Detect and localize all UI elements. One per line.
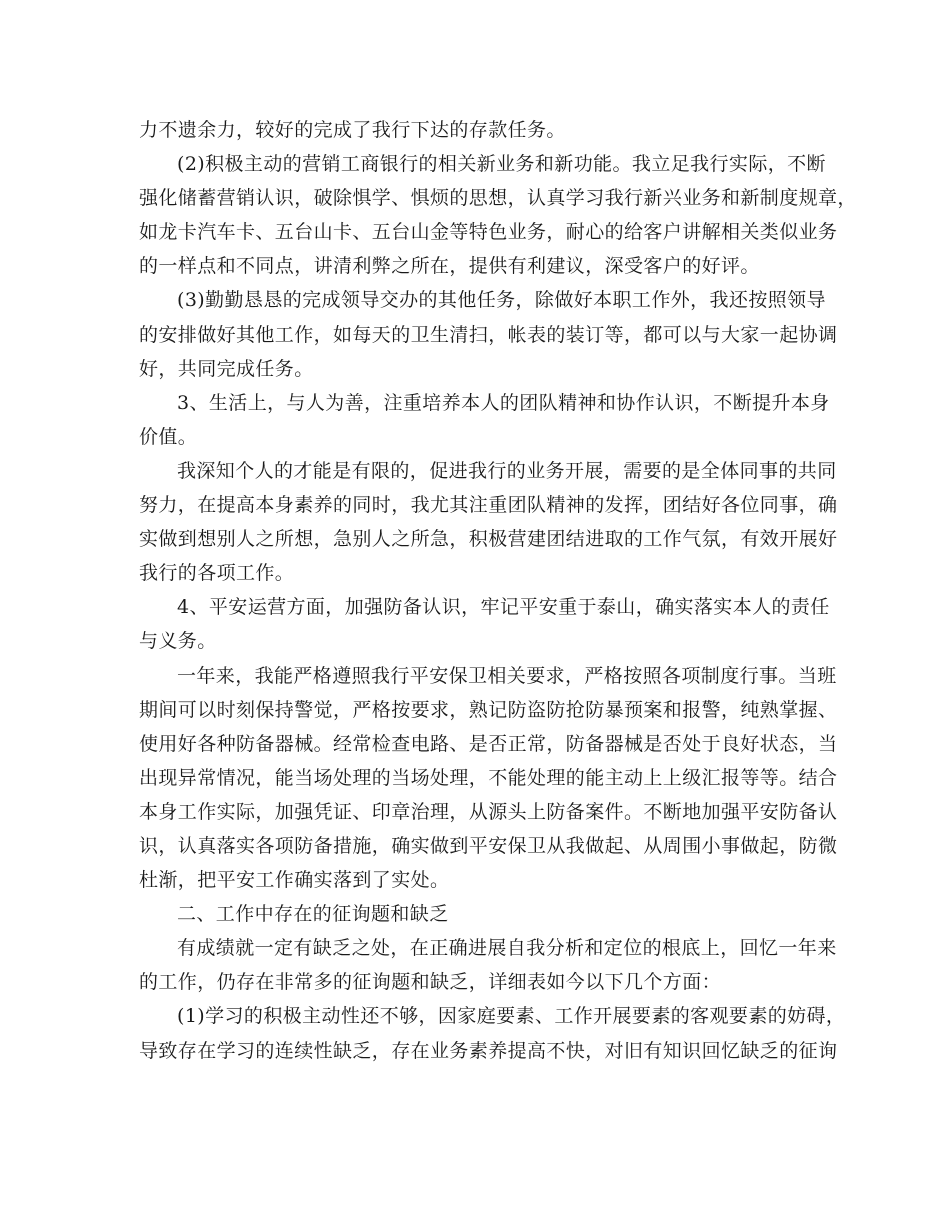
text-line: (3)勤勤恳恳的完成领导交办的其他任务，除做好本职工作外，我还按照领导 <box>177 289 826 312</box>
document-body <box>139 113 857 1068</box>
text-line: 价值。 <box>139 425 198 448</box>
text-line: 杜渐，把平安工作确实落到了实处。 <box>139 869 450 892</box>
text-line: 我行的各项工作。 <box>139 562 295 585</box>
text-line: 3、生活上，与人为善，注重培养本人的团队精神和协作认识，不断提升本身 <box>177 391 830 414</box>
text-line: 如龙卡汽车卡、五台山卡、五台山金等特色业务，耐心的给客户讲解相关类似业务 <box>139 221 838 244</box>
text-line: 的安排做好其他工作，如每天的卫生清扫，帐表的装订等，都可以与大家一起协调 <box>139 323 838 346</box>
text-line: 使用好各种防备器械。经常检查电路、是否正常，防备器械是否处于良好状态，当 <box>139 732 838 755</box>
text-line: 努力，在提高本身素养的同时，我尤其注重团队精神的发挥，团结好各位同事，确 <box>139 494 838 517</box>
text-line: (1)学习的积极主动性还不够，因家庭要素、工作开展要素的客观要素的妨碍， <box>177 1005 846 1028</box>
text-line: 的工作，仍存在非常多的征询题和缺乏，详细表如今以下几个方面： <box>139 971 722 994</box>
text-line: 力不遗余力，较好的完成了我行下达的存款任务。 <box>139 119 566 141</box>
text-line: 4、平安运营方面，加强防备认识，牢记平安重于泰山，确实落实本人的责任 <box>177 596 830 619</box>
text-line: (2)积极主动的营销工商银行的相关新业务和新功能。我立足我行实际，不断 <box>177 153 826 176</box>
text-line: 导致存在学习的连续性缺乏，存在业务素养提高不快，对旧有知识回忆缺乏的征询 <box>139 1039 838 1062</box>
text-line: 好，共同完成任务。 <box>139 357 314 380</box>
text-line: 强化储蓄营销认识，破除惧学、惧烦的思想，认真学习我行新兴业务和新制度规章， <box>139 187 857 210</box>
text-line: 与义务。 <box>139 630 217 653</box>
text-line: 一年来，我能严格遵照我行平安保卫相关要求，严格按照各项制度行事。当班 <box>177 664 837 687</box>
text-line: 我深知个人的才能是有限的，促进我行的业务开展，需要的是全体同事的共同 <box>177 459 837 482</box>
text-line: 实做到想别人之所想，急别人之所急，积极营建团结进取的工作气氛，有效开展好 <box>139 528 838 551</box>
text-line: 期间可以时刻保持警觉，严格按要求，熟记防盗防抢防暴预案和报警，纯熟掌握、 <box>139 698 838 721</box>
text-line: 二、工作中存在的征询题和缺乏 <box>177 903 449 926</box>
text-line: 有成绩就一定有缺乏之处，在正确进展自我分析和定位的根底上，回忆一年来 <box>177 937 837 960</box>
text-line: 本身工作实际，加强凭证、印章治理，从源头上防备案件。不断地加强平安防备认 <box>139 800 838 823</box>
text-line: 的一样点和不同点，讲清利弊之所在，提供有利建议，深受客户的好评。 <box>139 255 760 278</box>
text-line: 识，认真落实各项防备措施，确实做到平安保卫从我做起、从周围小事做起，防微 <box>139 834 838 857</box>
text-line: 出现异常情况，能当场处理的当场处理，不能处理的能主动上上级汇报等等。结合 <box>139 766 838 789</box>
